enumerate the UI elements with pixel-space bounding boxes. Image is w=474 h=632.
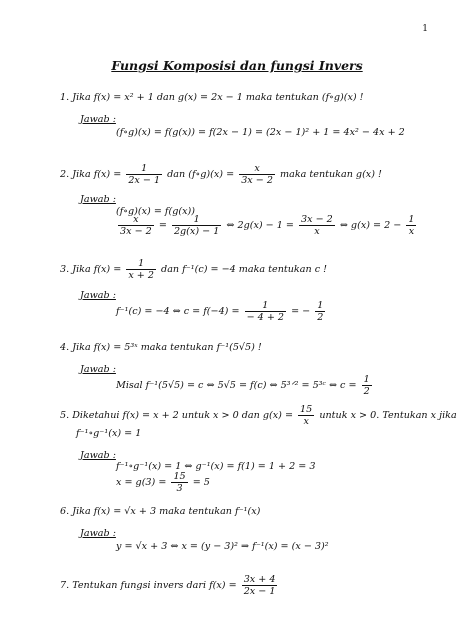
- problem-2-question: [60, 163, 382, 186]
- problem-3-question: 3. Jika f(x) = $\frac{1}{x + 2}$ dan f⁻¹(c) = −4 maka tentukan c !: [60, 258, 327, 281]
- problem-1-question: [60, 92, 364, 103]
- question-text: maka tentukan g(x) !: [280, 169, 382, 180]
- question-text: Jika f(x) =: [72, 169, 122, 180]
- problem-number: 2.: [60, 169, 70, 180]
- problem-3-answer: f⁻¹(c) = −4 ⇔ c = f(−4) = $\frac{1}{- 4 + 2}$ = − $\frac{1}{2}$: [116, 300, 324, 323]
- answer-label: Jawab :: [80, 290, 116, 301]
- question-text: Jika f(x) = x² + 1 dan g(x) = 2x − 1 maka tentukan (f∘g)(x) !: [72, 92, 364, 103]
- problem-2-answer-line-2: $\frac{x}{3x - 2}$ = $\frac{1}{2g(x) - 1}$ ⇔ 2g(x) − 1 = $\frac{3x - 2}{x}$ ⇔ g(x) = 2 − $\frac{1}{x}$: [120, 214, 415, 237]
- fraction: $\frac{1}{2x - 1}$: [128, 163, 161, 186]
- problem-5-question: 5. Diketahui f(x) = x + 2 untuk x > 0 dan g(x) = $\frac{15}{x}$ untuk x > 0. Tentukan x jika: [60, 404, 457, 427]
- fraction: $\frac{x}{3x - 2}$: [241, 163, 273, 186]
- problem-5-answer-line-2: x = g(3) = $\frac{15}{3}$ = 5: [116, 471, 210, 494]
- document-title: Fungsi Komposisi dan fungsi Invers: [111, 58, 363, 73]
- answer-label: Jawab :: [80, 114, 116, 125]
- answer-label: Jawab :: [80, 364, 116, 375]
- problem-5-answer-line-1: f⁻¹∘g⁻¹(x) = 1 ⇔ g⁻¹(x) = f(1) = 1 + 2 = 3: [116, 461, 316, 472]
- problem-2-answer-line-1: (f∘g)(x) = f(g(x)): [116, 206, 195, 217]
- problem-7-question: 7. Tentukan fungsi invers dari f(x) = $\frac{3x + 4}{2x - 1}$: [60, 574, 276, 597]
- problem-4-question: 4. Jika f(x) = 5³ˣ maka tentukan f⁻¹(5√5) !: [60, 342, 262, 353]
- answer-label: Jawab :: [80, 450, 116, 461]
- problem-6-question: 6. Jika f(x) = √x + 3 maka tentukan f⁻¹(x): [60, 506, 261, 517]
- problem-1-answer: (f∘g)(x) = f(g(x)) = f(2x − 1) = (2x − 1)² + 1 = 4x² − 4x + 2: [116, 127, 405, 138]
- question-text: dan (f∘g)(x) =: [167, 169, 235, 180]
- problem-number: 1.: [60, 92, 70, 103]
- problem-4-answer: Misal f⁻¹(5√5) = c ⇔ 5√5 = f(c) ⇔ 5³ᐟ² = 5³ᶜ ⇔ c = $\frac{1}{2}$: [116, 374, 370, 397]
- answer-label: Jawab :: [80, 194, 116, 205]
- page-number: 1: [422, 24, 428, 34]
- answer-label: Jawab :: [80, 528, 116, 539]
- problem-5-question-line-2: f⁻¹∘g⁻¹(x) = 1: [76, 428, 142, 439]
- problem-6-answer: y = √x + 3 ⇔ x = (y − 3)² ⇒ f⁻¹(x) = (x − 3)²: [116, 541, 329, 552]
